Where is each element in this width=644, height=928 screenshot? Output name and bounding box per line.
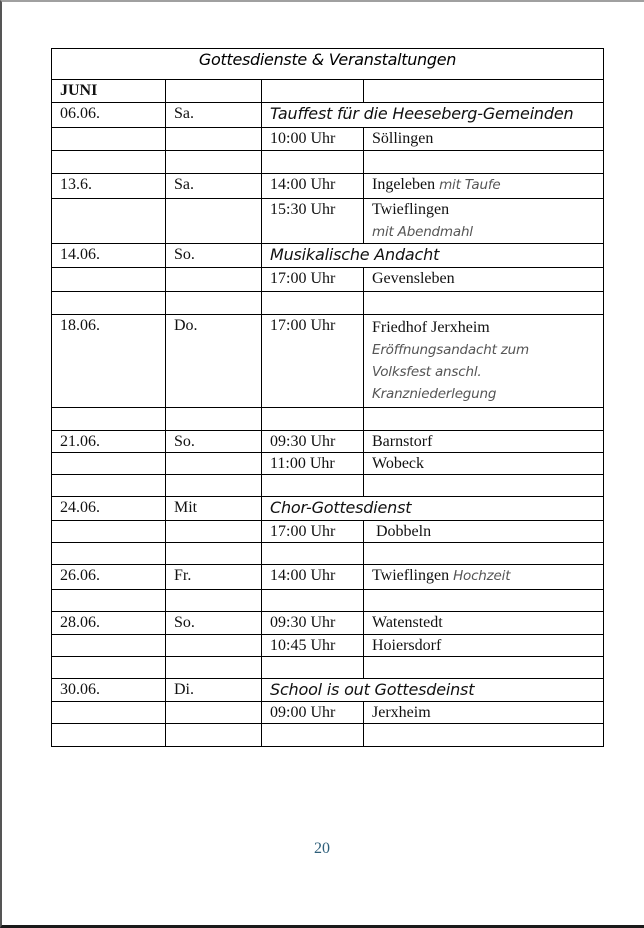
date-cell: 14.06. bbox=[52, 244, 166, 268]
time-cell: 11:00 Uhr bbox=[262, 453, 364, 475]
place-cell bbox=[364, 174, 604, 199]
date-cell: 28.06. bbox=[52, 612, 166, 635]
title-row bbox=[52, 49, 604, 80]
place-cell: Watenstedt bbox=[364, 612, 604, 635]
table-row bbox=[52, 103, 604, 128]
place-cell bbox=[364, 199, 604, 244]
day-cell: Di. bbox=[166, 679, 262, 702]
table-row bbox=[52, 199, 604, 244]
place-note: mit Taufe bbox=[439, 177, 501, 193]
empty-cell bbox=[52, 268, 166, 292]
empty-cell bbox=[166, 521, 262, 543]
empty-cell bbox=[166, 128, 262, 151]
time-cell: 17:00 Uhr bbox=[262, 315, 364, 408]
table-row bbox=[52, 612, 604, 635]
blank-row bbox=[52, 292, 604, 315]
place-note-line: Kranzniederlegung bbox=[372, 386, 497, 402]
time-cell: 09:30 Uhr bbox=[262, 431, 364, 453]
place-cell bbox=[364, 315, 604, 408]
empty-cell bbox=[52, 521, 166, 543]
table-row bbox=[52, 315, 604, 408]
day-cell: So. bbox=[166, 612, 262, 635]
month-label: JUNI bbox=[52, 80, 166, 103]
blank-row bbox=[52, 408, 604, 431]
schedule-table bbox=[51, 48, 604, 747]
table-row bbox=[52, 268, 604, 292]
date-cell: 26.06. bbox=[52, 565, 166, 590]
event-title-cell: School is out Gottesdeinst bbox=[262, 679, 604, 702]
place-name: Twieflingen bbox=[372, 567, 450, 584]
table-row bbox=[52, 174, 604, 199]
table-row bbox=[52, 702, 604, 724]
table-row bbox=[52, 521, 604, 543]
date-cell: 30.06. bbox=[52, 679, 166, 702]
place-note: Hochzeit bbox=[453, 568, 511, 584]
table-row bbox=[52, 635, 604, 657]
table-row bbox=[52, 431, 604, 453]
place-cell: Wobeck bbox=[364, 453, 604, 475]
empty-cell bbox=[52, 199, 166, 244]
time-cell: 14:00 Uhr bbox=[262, 565, 364, 590]
empty-cell bbox=[166, 453, 262, 475]
date-cell: 24.06. bbox=[52, 497, 166, 521]
place-cell: Dobbeln bbox=[364, 521, 604, 543]
place-name: Twieflingen bbox=[372, 201, 450, 218]
day-cell: Do. bbox=[166, 315, 262, 408]
date-cell: 06.06. bbox=[52, 103, 166, 128]
place-name: Friedhof Jerxheim bbox=[372, 319, 490, 336]
day-cell: So. bbox=[166, 244, 262, 268]
event-title-cell: Musikalische Andacht bbox=[262, 244, 604, 268]
blank-row bbox=[52, 657, 604, 679]
time-cell: 17:00 Uhr bbox=[262, 268, 364, 292]
place-cell: Barnstorf bbox=[364, 431, 604, 453]
empty-cell bbox=[166, 635, 262, 657]
table-row bbox=[52, 565, 604, 590]
empty-cell bbox=[52, 453, 166, 475]
time-cell: 09:00 Uhr bbox=[262, 702, 364, 724]
place-note-line: Eröffnungsandacht zum bbox=[372, 342, 529, 358]
empty-cell bbox=[52, 635, 166, 657]
blank-row bbox=[52, 543, 604, 565]
table-row bbox=[52, 244, 604, 268]
table-row bbox=[52, 497, 604, 521]
empty-cell bbox=[52, 128, 166, 151]
place-note: mit Abendmahl bbox=[372, 224, 473, 240]
date-cell: 21.06. bbox=[52, 431, 166, 453]
time-cell: 09:30 Uhr bbox=[262, 612, 364, 635]
empty-cell bbox=[364, 80, 604, 103]
day-cell: Sa. bbox=[166, 174, 262, 199]
time-cell: 10:45 Uhr bbox=[262, 635, 364, 657]
place-name: Ingeleben bbox=[372, 176, 436, 193]
table-row bbox=[52, 128, 604, 151]
blank-row bbox=[52, 724, 604, 747]
blank-row bbox=[52, 590, 604, 612]
blank-row bbox=[52, 475, 604, 497]
event-title-cell: Tauffest für die Heeseberg-Gemeinden bbox=[262, 103, 604, 128]
time-cell: 15:30 Uhr bbox=[262, 199, 364, 244]
event-title-cell: Chor-Gottesdienst bbox=[262, 497, 604, 521]
blank-row bbox=[52, 151, 604, 174]
place-note-line: Volksfest anschl. bbox=[372, 364, 482, 380]
page-number: 20 bbox=[314, 840, 330, 857]
empty-cell bbox=[52, 702, 166, 724]
empty-cell bbox=[262, 80, 364, 103]
empty-cell bbox=[166, 80, 262, 103]
day-cell: Fr. bbox=[166, 565, 262, 590]
place-cell: Söllingen bbox=[364, 128, 604, 151]
day-cell: So. bbox=[166, 431, 262, 453]
time-cell: 10:00 Uhr bbox=[262, 128, 364, 151]
empty-cell bbox=[166, 199, 262, 244]
date-cell: 13.6. bbox=[52, 174, 166, 199]
place-cell: Jerxheim bbox=[364, 702, 604, 724]
empty-cell bbox=[166, 702, 262, 724]
table-row bbox=[52, 453, 604, 475]
place-cell: Hoiersdorf bbox=[364, 635, 604, 657]
place-cell bbox=[364, 565, 604, 590]
table-row bbox=[52, 679, 604, 702]
time-cell: 17:00 Uhr bbox=[262, 521, 364, 543]
month-row bbox=[52, 80, 604, 103]
day-cell: Sa. bbox=[166, 103, 262, 128]
day-cell: Mit bbox=[166, 497, 262, 521]
place-cell: Gevensleben bbox=[364, 268, 604, 292]
time-cell: 14:00 Uhr bbox=[262, 174, 364, 199]
date-cell: 18.06. bbox=[52, 315, 166, 408]
page-title: Gottesdienste & Veranstaltungen bbox=[52, 49, 604, 80]
empty-cell bbox=[166, 268, 262, 292]
